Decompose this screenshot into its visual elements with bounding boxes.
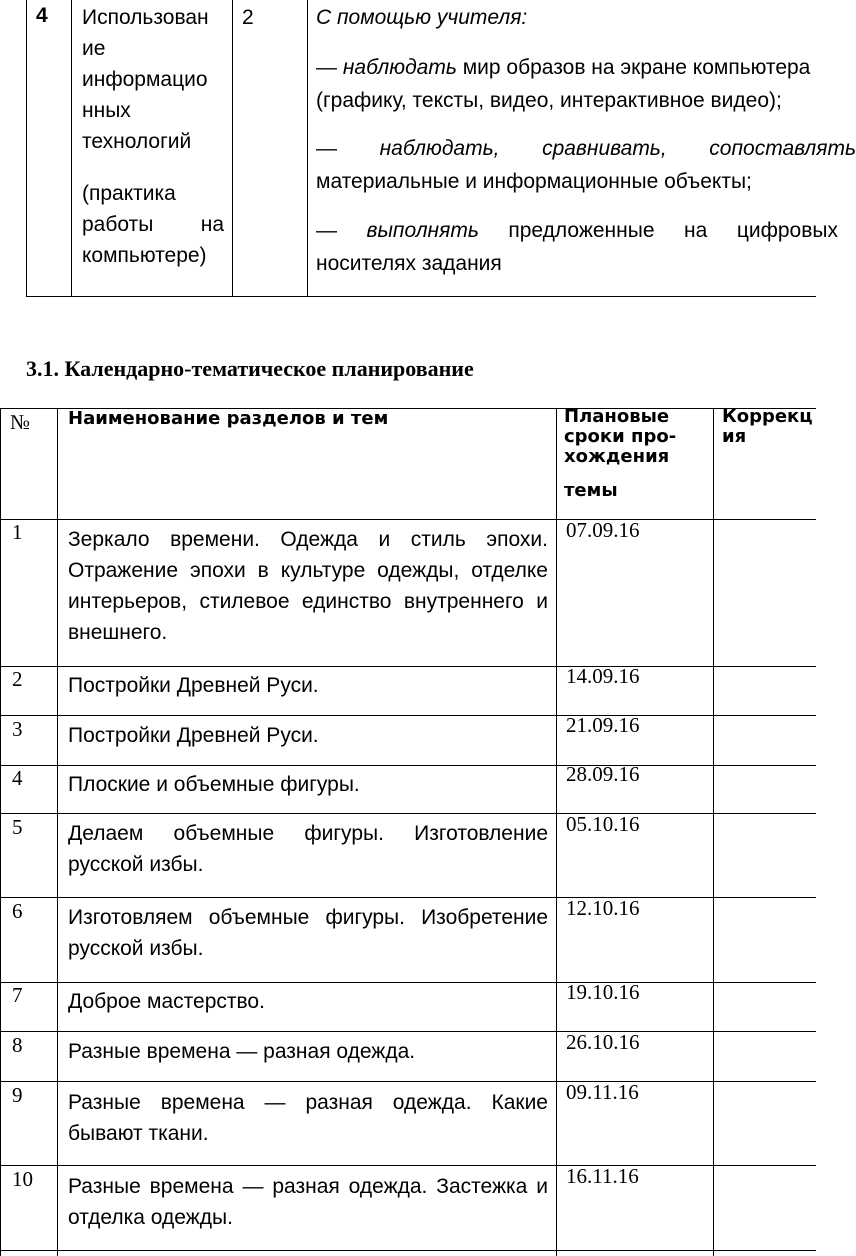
row-number: 3 — [12, 717, 23, 741]
table-border — [71, 0, 72, 297]
table-border — [0, 813, 816, 814]
row-title: Постройки Древней Руси. — [68, 674, 319, 697]
row-date: 28.09.16 — [566, 762, 640, 786]
row-number: 8 — [12, 1033, 23, 1057]
table-border — [713, 408, 714, 1256]
row-title: Зеркало времени. Одежда и стиль эпохи. Отражение эпохи в культуре одежды, отделке интерьеров, стилевое единство внутреннего и внешнего. — [68, 528, 548, 644]
table-border — [307, 0, 308, 297]
section-title: Использован ие информацио нных технологий — [82, 6, 209, 153]
practice-word: работы — [82, 213, 154, 236]
row-title: Плоские и объемные фигуры. — [68, 773, 360, 796]
table-border — [0, 765, 816, 766]
header-correction: Коррекц ия — [722, 406, 813, 447]
header-number: № — [10, 410, 31, 434]
row-number: 1 — [12, 520, 23, 544]
row-number: 7 — [12, 983, 23, 1007]
table-border — [0, 715, 816, 716]
table-border — [232, 0, 233, 297]
row-date: 05.10.16 — [566, 812, 640, 836]
row-date: 21.09.16 — [566, 713, 640, 737]
activity-2-cont: материальные и информационные объекты; — [316, 170, 752, 193]
row-title: Разные времена — разная одежда. Какие бывают ткани. — [68, 1091, 548, 1145]
row-date: 14.09.16 — [566, 664, 640, 688]
row-title: Постройки Древней Руси. — [68, 724, 319, 747]
table-border — [0, 897, 816, 898]
table-border — [0, 1250, 816, 1251]
row-number: 10 — [12, 1167, 33, 1191]
table-border — [26, 296, 816, 297]
table-border — [57, 408, 58, 1256]
table-border — [0, 519, 816, 520]
hours: 2 — [242, 6, 254, 29]
activity-1-cont: (графику, тексты, видео, интерактивное видео); — [316, 89, 782, 112]
row-title: Разные времена — разная одежда. — [68, 1040, 416, 1063]
practice-word: на — [200, 213, 224, 236]
table-border — [26, 0, 27, 297]
row-number: 2 — [12, 667, 23, 691]
table-border — [0, 1031, 816, 1032]
activities-intro: С помощью учителя: — [316, 6, 528, 29]
row-date: 16.11.16 — [566, 1164, 639, 1188]
row-date: 07.09.16 — [566, 518, 640, 542]
row-number: 4 — [12, 766, 23, 790]
activity-3: — выполнять предложенные на цифровых — [316, 219, 838, 242]
row-number: 9 — [12, 1083, 23, 1107]
row-date: 09.11.16 — [566, 1080, 639, 1104]
section-note: (практика работы на компьютере) — [82, 182, 224, 267]
row-date: 26.10.16 — [566, 1030, 640, 1054]
activity-1: — наблюдать мир образов на экране компьютера — [316, 56, 811, 79]
header-title: Наименование разделов и тем — [68, 408, 389, 429]
activity-2: — наблюдать, сравнивать, сопоставлять — [316, 137, 856, 160]
table-border — [556, 408, 557, 1256]
row-number: 4 — [36, 4, 48, 27]
activity-3-cont: носителях задания — [316, 252, 502, 275]
table-border — [0, 666, 816, 667]
row-title: Изготовляем объемные фигуры. Изобретение русской избы. — [68, 906, 548, 960]
section-heading: 3.1. Календарно-тематическое планирование — [26, 356, 474, 381]
row-title: Делаем объемные фигуры. Изготовление русской избы. — [68, 822, 548, 876]
table-border — [0, 1165, 816, 1166]
row-title: Разные времена — разная одежда. Застежка и отделка одежды. — [68, 1175, 548, 1229]
row-date: 12.10.16 — [566, 896, 640, 920]
row-title: Доброе мастерство. — [68, 990, 265, 1013]
row-number: 6 — [12, 899, 23, 923]
row-number: 5 — [12, 815, 23, 839]
header-dates: Плановые сроки про- хождения темы — [564, 406, 677, 501]
row-date: 19.10.16 — [566, 980, 640, 1004]
table-border — [0, 408, 1, 1256]
table-border — [0, 982, 816, 983]
table-border — [0, 1081, 816, 1082]
